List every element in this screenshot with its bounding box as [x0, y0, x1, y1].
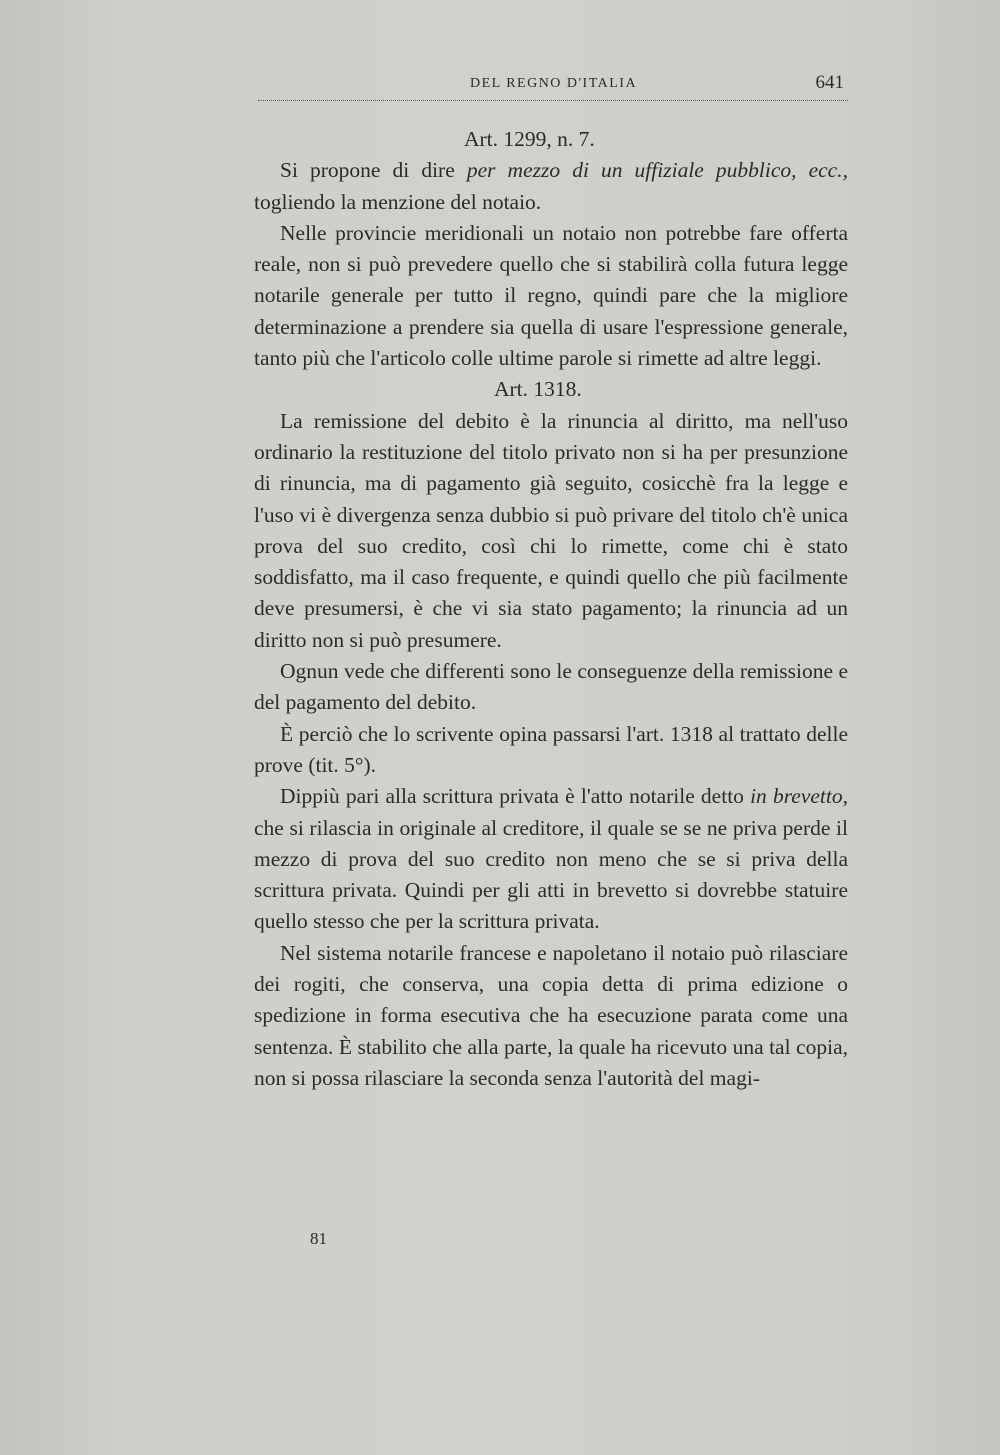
paragraph-1318-brevetto: Dippiù pari alla scrittura privata è l'atto notarile detto in brevetto, che si rilascia in originale al creditore, il quale se se ne priva perde il mezzo di prova del suo credito non meno che se si priva della scrittura privata. Quindi per gli atti in brevetto si dovrebbe statuire quello stesso che per la scrittura privata. [254, 784, 848, 934]
body-text [254, 124, 848, 1094]
italic-phrase: per mezzo di un uffiziale pubblico, ecc., [466, 158, 848, 183]
italic-phrase: in brevetto, [750, 784, 848, 809]
paragraph-1299-proposal: Si propone di dire per mezzo di un uffiziale pubblico, ecc., togliendo la menzione del notaio. [254, 158, 848, 214]
paragraph-1299-southern-provinces: Nelle provincie meridionali un notaio non potrebbe fare offerta reale, non si può prevedere quello che si stabilirà colla futura legge notarile generale per tutto il regno, quindi pare che la migliore determinazione a prendere sia quella di usare l'espressione generale, tanto più che l'articolo colle ultime parole si rimette ad altre leggi. [254, 220, 848, 371]
article-heading-1299: Art. 1299, n. 7. [464, 127, 595, 151]
paragraph-1318-consequences: Ognun vede che differenti sono le conseguenze della remissione e del pagamento del debito. [254, 659, 848, 715]
page-number: 641 [815, 72, 844, 93]
paragraph-1318-notarial-system: Nel sistema notarile francese e napoletano il notaio può rilasciare dei rogiti, che conserva, una copia detta di prima edizione o spedizione in forma esecutiva che ha esecuzione parata come una sentenza. È stabilito che alla parte, la quale ha ricevuto una tal copia, non si possa rilasciare la seconda senza l'autorità del magi- [254, 940, 848, 1090]
signature-mark: 81 [310, 1229, 327, 1248]
paragraph-1318-proposal: È perciò che lo scrivente opina passarsi l'art. 1318 al trattato delle prove (tit. 5°). [254, 721, 848, 777]
running-title: DEL REGNO D'ITALIA [470, 76, 638, 91]
paragraph-1318-remission: La remissione del debito è la rinuncia al diritto, ma nell'uso ordinario la restituzione del titolo privato non si ha per presunzione di rinuncia, ma di pagamento già seguito, cosicchè fra la legge e l'uso vi è divergenza senza dubbio si può privare del titolo ch'è unica prova del suo credito, così chi lo rimette, come chi è stato soddisfatto, ma il caso frequente, e quindi quello che più facilmente deve presumersi, è che vi sia stato pagamento; la rinuncia ad un diritto non si può presumere. [254, 408, 848, 652]
article-heading-1318: Art. 1318. [494, 377, 582, 402]
running-head [258, 74, 848, 101]
